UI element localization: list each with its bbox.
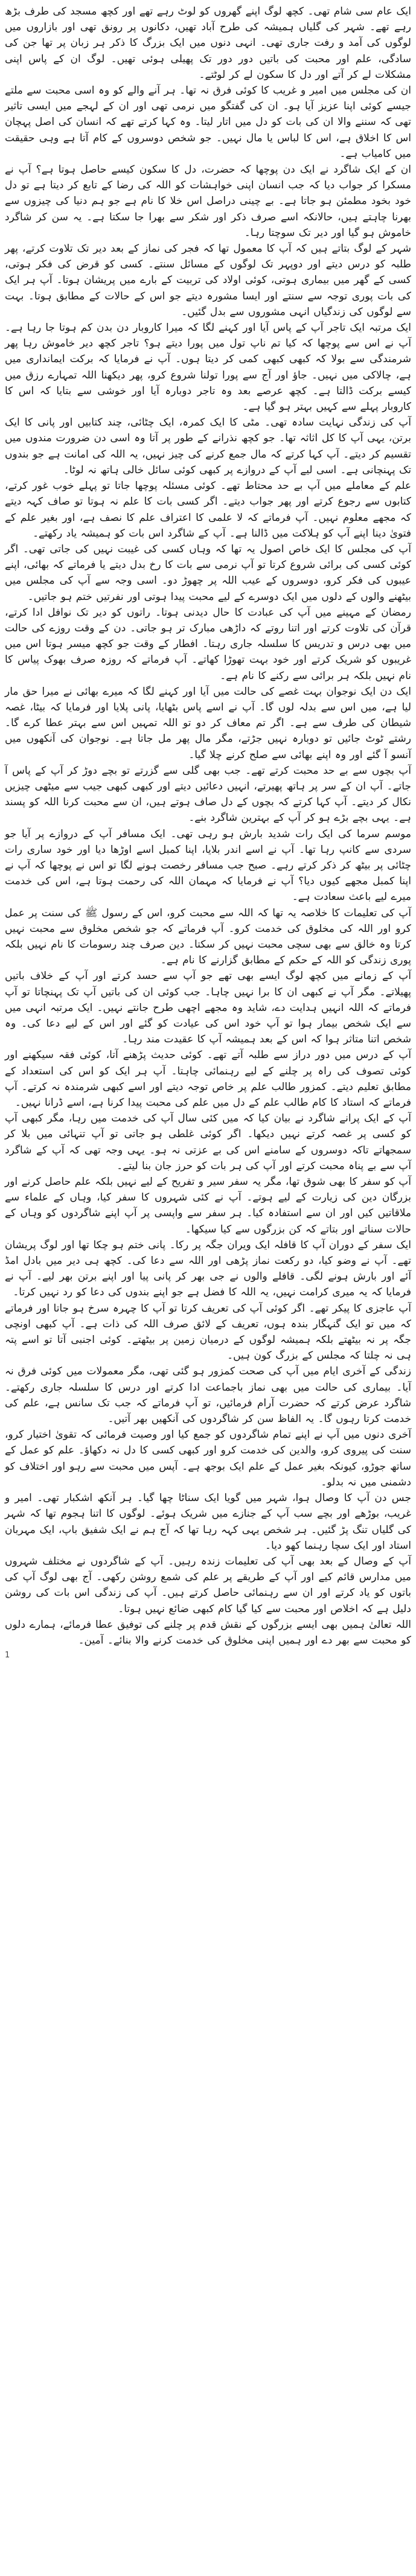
paragraph: آپ بچوں سے بے حد محبت کرتے تھے۔ جب بھی گلی سے گزرتے تو بچے دوڑ کر آپ کے پاس آ جاتے۔ آپ ان کے سر پر ہاتھ پھیرتے، انہیں دعائیں دیتے اور کبھی کبھی جیب سے میٹھی چیزیں نکال کر دیتے۔ آپ کہا کرتے کہ بچوں کے دل صاف ہوتے ہیں، ان سے محبت کرنا اللہ کو پسند ہے۔ یہی بچے بڑے ہو کر آپ کے بہترین شاگرد بنے۔ bbox=[5, 764, 411, 824]
paragraph: زندگی کے آخری ایام میں آپ کی صحت کمزور ہو گئی تھی، مگر معمولات میں کوئی فرق نہ آیا۔ بیماری کی حالت میں بھی نماز باجماعت ادا کرتے اور درس کا سلسلہ جاری رکھتے۔ شاگرد عرض کرتے کہ حضرت آرام فرمائیں، تو آپ فرماتے کہ جب تک سانس ہے، علم کی خدمت کرتا رہوں گا۔ یہ الفاظ سن کر شاگردوں کی آنکھیں بھر آتیں۔ bbox=[5, 1365, 411, 1426]
article-body bbox=[5, 4, 411, 1648]
paragraph: آپ کو سفر کا بھی شوق تھا، مگر یہ سفر سیر و تفریح کے لیے نہیں بلکہ علم حاصل کرنے اور بزرگان دین کی زیارت کے لیے ہوتے۔ آپ نے کئی شہروں کا سفر کیا، وہاں کے علماء سے ملاقاتیں کیں اور ان سے استفادہ کیا۔ ہر سفر سے واپسی پر آپ اپنے شاگردوں کو وہاں کے حالات سناتے اور بتاتے کہ کن بزرگوں سے کیا سیکھا۔ bbox=[5, 1176, 411, 1235]
paragraph: آپ کے درس میں دور دراز سے طلبہ آتے تھے۔ کوئی حدیث پڑھنے آتا، کوئی فقہ سیکھنے اور کوئی تصوف کی راہ پر چلنے کے لیے رہنمائی چاہتا۔ آپ ہر ایک کو اس کی استعداد کے مطابق تعلیم دیتے۔ کمزور طالب علم پر خاص توجہ دیتے اور اسے کبھی شرمندہ نہ کرتے۔ آپ فرماتے کہ استاد کا کام طالب علم کے دل میں علم کی محبت پیدا کرنا ہے، اسے ڈرانا نہیں۔ bbox=[5, 1049, 411, 1109]
paragraph: رمضان کے مہینے میں آپ کی عبادت کا حال دیدنی ہوتا۔ راتوں کو دیر تک نوافل ادا کرتے، قرآن کی تلاوت کرتے اور اتنا روتے کہ داڑھی مبارک تر ہو جاتی۔ دن کے وقت روزے کی حالت میں بھی درس و تدریس کا سلسلہ جاری رہتا۔ افطار کے وقت جو کچھ میسر ہوتا اس میں غریبوں کو شریک کرتے اور خود بہت تھوڑا کھاتے۔ آپ فرماتے کہ روزہ صرف بھوک پیاس کا نام نہیں بلکہ ہر برائی سے رکنے کا نام ہے۔ bbox=[5, 606, 411, 682]
paragraph: ایک سفر کے دوران آپ کا قافلہ ایک ویران جگہ پر رکا۔ پانی ختم ہو چکا تھا اور لوگ پریشان تھے۔ آپ نے وضو کیا، دو رکعت نماز پڑھی اور اللہ سے دعا کی۔ کچھ ہی دیر میں بادل امڈ آئے اور بارش ہونے لگی۔ قافلے والوں نے جی بھر کر پانی پیا اور اپنے برتن بھر لیے۔ آپ نے فرمایا کہ یہ میری کرامت نہیں، یہ اللہ کا فضل ہے جو اپنے بندوں کی دعا کو رد نہیں کرتا۔ bbox=[5, 1239, 411, 1299]
paragraph: جس دن آپ کا وصال ہوا، شہر میں گویا ایک سناٹا چھا گیا۔ ہر آنکھ اشکبار تھی۔ امیر و غریب، بوڑھے اور بچے سب آپ کے جنازے میں شریک ہوئے۔ لوگوں کا اتنا ہجوم تھا کہ شہر کی گلیاں تنگ پڑ گئیں۔ ہر شخص یہی کہہ رہا تھا کہ آج ہم نے ایک شفیق باپ، ایک مہربان استاد اور ایک سچا رہنما کھو دیا۔ bbox=[5, 1492, 411, 1552]
paragraph: آپ کے زمانے میں کچھ لوگ ایسے بھی تھے جو آپ سے حسد کرتے اور آپ کے خلاف باتیں پھیلاتے۔ مگر آپ نے کبھی ان کا برا نہیں چاہا۔ جب کوئی ان کی باتیں آپ تک پہنچاتا تو آپ فرماتے کہ اللہ انہیں ہدایت دے، شاید وہ مجھے اچھی طرح جانتے نہیں۔ ایک مرتبہ انہی میں سے ایک شخص بیمار ہوا تو آپ خود اس کی عیادت کو گئے اور اس کے لیے دعا کی۔ وہ شخص اتنا متاثر ہوا کہ اس کے بعد ہمیشہ آپ کا عقیدت مند رہا۔ bbox=[5, 970, 411, 1046]
paragraph: شہر کے لوگ بتاتے ہیں کہ آپ کا معمول تھا کہ فجر کی نماز کے بعد دیر تک تلاوت کرتے، پھر طلبہ کو درس دیتے اور دوپہر تک لوگوں کے مسائل سنتے۔ کسی کو قرض کی فکر ہوتی، کسی کے گھر میں بیماری ہوتی، کوئی اولاد کی تربیت کے بارے میں پریشان ہوتا۔ آپ ہر ایک کی بات پوری توجہ سے سنتے اور ایسا مشورہ دیتے جو اس کے حالات کے مطابق ہوتا۔ بہت سے لوگوں کی زندگیاں انہی مشوروں سے بدل گئیں۔ bbox=[5, 243, 411, 318]
paragraph: آخری دنوں میں آپ نے اپنے تمام شاگردوں کو جمع کیا اور وصیت فرمائی کہ تقویٰ اختیار کرو، سنت کی پیروی کرو، والدین کی خدمت کرو اور کبھی کسی کا دل نہ دکھاؤ۔ علم کو عمل کے ساتھ جوڑو، کیونکہ بغیر عمل کے علم ایک بوجھ ہے۔ آپس میں محبت سے رہو اور اختلاف کو دشمنی میں نہ بدلو۔ bbox=[5, 1429, 411, 1488]
paragraph: ایک مرتبہ ایک تاجر آپ کے پاس آیا اور کہنے لگا کہ میرا کاروبار دن بدن کم ہوتا جا رہا ہے۔ آپ نے اس سے پوچھا کہ کیا تم ناپ تول میں پورا دیتے ہو؟ تاجر کچھ دیر خاموش رہا پھر شرمندگی سے بولا کہ کبھی کبھی کمی کر دیتا ہوں۔ آپ نے فرمایا کہ برکت ایمانداری میں ہے، چالاکی میں نہیں۔ جاؤ اور آج سے پورا تولنا شروع کرو، پھر دیکھنا اللہ تمہارے رزق میں کیسے برکت ڈالتا ہے۔ کچھ عرصے بعد وہ تاجر دوبارہ آیا اور خوشی سے بتایا کہ اس کا کاروبار پہلے سے کہیں بہتر ہو گیا ہے۔ bbox=[5, 322, 411, 413]
paragraph: موسم سرما کی ایک رات شدید بارش ہو رہی تھی۔ ایک مسافر آپ کے دروازے پر آیا جو سردی سے کانپ رہا تھا۔ آپ نے اسے اندر بلایا، اپنا کمبل اسے اوڑھا دیا اور خود ساری رات چٹائی پر بیٹھ کر ذکر کرتے رہے۔ صبح جب مسافر رخصت ہونے لگا تو اس نے پوچھا کہ آپ نے اپنا کمبل مجھے کیوں دیا؟ آپ نے فرمایا کہ مہمان اللہ کی رحمت ہوتا ہے، اس کی خدمت میرے لیے باعث سعادت ہے۔ bbox=[5, 827, 411, 904]
page-number: 1 bbox=[5, 1651, 10, 1660]
paragraph: ایک دن ایک نوجوان بہت غصے کی حالت میں آیا اور کہنے لگا کہ میرے بھائی نے میرا حق مار لیا ہے، میں اس سے بدلہ لوں گا۔ آپ نے اسے پاس بٹھایا، پانی پلایا اور فرمایا کہ بیٹا، غصہ شیطان کی طرف سے ہے۔ اگر تم معاف کر دو تو اللہ تمہیں اس سے بہتر عطا کرے گا۔ رشتے ٹوٹ جائیں تو دوبارہ نہیں جڑتے، مگر مال پھر مل جاتا ہے۔ نوجوان کی آنکھوں میں آنسو آ گئے اور وہ اپنے بھائی سے صلح کرنے چلا گیا۔ bbox=[5, 685, 411, 761]
paragraph: ایک عام سی شام تھی۔ کچھ لوگ اپنے گھروں کو لوٹ رہے تھے اور کچھ مسجد کی طرف بڑھ رہے تھے۔ شہر کی گلیاں ہمیشہ کی طرح آباد تھیں، دکانوں پر رونق تھی اور بازاروں میں لوگوں کی آمد و رفت جاری تھی۔ انہی دنوں میں ایک بزرگ کا ذکر ہر زبان پر تھا جن کی سادگی، علم اور محبت کی باتیں دور دور تک پھیلی ہوئی تھیں۔ لوگ ان کے پاس اپنی مشکلات لے کر آتے اور دل کا سکون لے کر لوٹتے۔ bbox=[5, 5, 411, 81]
paragraph: آپ عاجزی کا پیکر تھے۔ اگر کوئی آپ کی تعریف کرتا تو آپ کا چہرہ سرخ ہو جاتا اور فرماتے کہ میں تو ایک گنہگار بندہ ہوں، تعریف کے لائق صرف اللہ کی ذات ہے۔ آپ کبھی اونچی جگہ پر نہ بیٹھتے بلکہ ہمیشہ لوگوں کے درمیان زمین پر بیٹھتے۔ کوئی اجنبی آتا تو اسے پتہ ہی نہ چلتا کہ مجلس کے بزرگ کون ہیں۔ bbox=[5, 1302, 411, 1362]
paragraph: آپ کے ایک پرانے شاگرد نے بیان کیا کہ میں کئی سال آپ کی خدمت میں رہا، مگر کبھی آپ کو کسی پر غصہ کرتے نہیں دیکھا۔ اگر کوئی غلطی ہو جاتی تو آپ تنہائی میں بلا کر سمجھاتے تاکہ دوسروں کے سامنے اس کی بے عزتی نہ ہو۔ یہی وجہ تھی کہ آپ کے شاگرد آپ سے بے پناہ محبت کرتے اور آپ کی ہر بات کو حرز جان بنا لیتے۔ bbox=[5, 1112, 411, 1172]
paragraph: اللہ تعالیٰ ہمیں بھی ایسے بزرگوں کے نقش قدم پر چلنے کی توفیق عطا فرمائے، ہمارے دلوں کو محبت سے بھر دے اور ہمیں اپنی مخلوق کی خدمت کرنے والا بنائے۔ آمین۔ bbox=[5, 1618, 411, 1647]
paragraph: آپ کی تعلیمات کا خلاصہ یہ تھا کہ اللہ سے محبت کرو، اس کے رسول ﷺ کی سنت پر عمل کرو اور اللہ کی مخلوق کی خدمت کرو۔ آپ فرماتے کہ جو شخص مخلوق سے محبت نہیں کرتا وہ خالق سے بھی سچی محبت نہیں کر سکتا۔ دین صرف چند رسومات کا نام نہیں بلکہ پوری زندگی کو اللہ کے حکم کے مطابق گزارنے کا نام ہے۔ bbox=[5, 907, 411, 967]
paragraph: آپ کی مجلس کا ایک خاص اصول یہ تھا کہ وہاں کسی کی غیبت نہیں کی جاتی تھی۔ اگر کوئی کسی کی برائی شروع کرتا تو آپ نرمی سے بات کا رخ بدل دیتے یا فرماتے کہ بھائی، اپنے عیبوں کی فکر کرو، دوسروں کے عیب اللہ پر چھوڑ دو۔ اسی وجہ سے آپ کی مجلس میں بیٹھنے والوں کے دلوں میں ایک دوسرے کے لیے محبت پیدا ہوتی اور نفرتیں ختم ہو جاتیں۔ bbox=[5, 543, 411, 603]
paragraph: ان کے ایک شاگرد نے ایک دن پوچھا کہ حضرت، دل کا سکون کیسے حاصل ہوتا ہے؟ آپ نے مسکرا کر جواب دیا کہ جب انسان اپنی خواہشات کو اللہ کی رضا کے تابع کر دیتا ہے تو دل خود بخود مطمئن ہو جاتا ہے۔ بے چینی دراصل اس خلا کا نام ہے جو ہم دنیا کی چیزوں سے بھرنا چاہتے ہیں، حالانکہ اسے صرف ذکر اور شکر سے بھرا جا سکتا ہے۔ یہ سن کر شاگرد خاموش ہو گیا اور دیر تک سوچتا رہا۔ bbox=[5, 164, 411, 239]
paragraph: ان کی مجلس میں امیر و غریب کا کوئی فرق نہ تھا۔ ہر آنے والے کو وہ اسی محبت سے ملتے جیسے کوئی اپنا عزیز آیا ہو۔ ان کی گفتگو میں نرمی تھی اور ان کے لہجے میں ایسی تاثیر تھی کہ سننے والا ان کی بات کو دل میں اتار لیتا۔ وہ کہا کرتے تھے کہ انسان کی اصل پہچان اس کا اخلاق ہے، اس کا لباس یا مال نہیں۔ جو شخص دوسروں کے کام آتا ہے وہی حقیقت میں کامیاب ہے۔ bbox=[5, 84, 411, 160]
paragraph: علم کے معاملے میں آپ بے حد محتاط تھے۔ کوئی مسئلہ پوچھا جاتا تو پہلے خوب غور کرتے، کتابوں سے رجوع کرتے اور پھر جواب دیتے۔ اگر کسی بات کا علم نہ ہوتا تو صاف کہہ دیتے کہ مجھے معلوم نہیں۔ آپ فرماتے کہ لا علمی کا اعتراف علم کا نصف ہے، اور بغیر علم کے فتویٰ دینا اپنے آپ کو ہلاکت میں ڈالنا ہے۔ آپ کے شاگرد اس بات کو ہمیشہ یاد رکھتے۔ bbox=[5, 480, 411, 540]
paragraph: آپ کے وصال کے بعد بھی آپ کی تعلیمات زندہ رہیں۔ آپ کے شاگردوں نے مختلف شہروں میں مدارس قائم کیے اور آپ کے طریقے پر علم کی شمع روشن رکھی۔ آج بھی لوگ آپ کی باتوں کو یاد کرتے اور ان سے رہنمائی حاصل کرتے ہیں۔ آپ کی زندگی اس بات کی روشن دلیل ہے کہ اخلاص اور محبت سے کیا گیا کام کبھی ضائع نہیں ہوتا۔ bbox=[5, 1555, 411, 1615]
paragraph: آپ کی زندگی نہایت سادہ تھی۔ مٹی کا ایک کمرہ، ایک چٹائی، چند کتابیں اور پانی کا ایک برتن، یہی آپ کا کل اثاثہ تھا۔ جو کچھ نذرانے کے طور پر آتا وہ اسی دن ضرورت مندوں میں تقسیم کر دیتے۔ آپ کہا کرتے کہ مال جمع کرنے کی چیز نہیں، یہ اللہ کی امانت ہے جو بندوں تک پہنچانی ہے۔ اسی لیے آپ کے دروازے پر کبھی کوئی سائل خالی ہاتھ نہ لوٹا۔ bbox=[5, 416, 411, 476]
